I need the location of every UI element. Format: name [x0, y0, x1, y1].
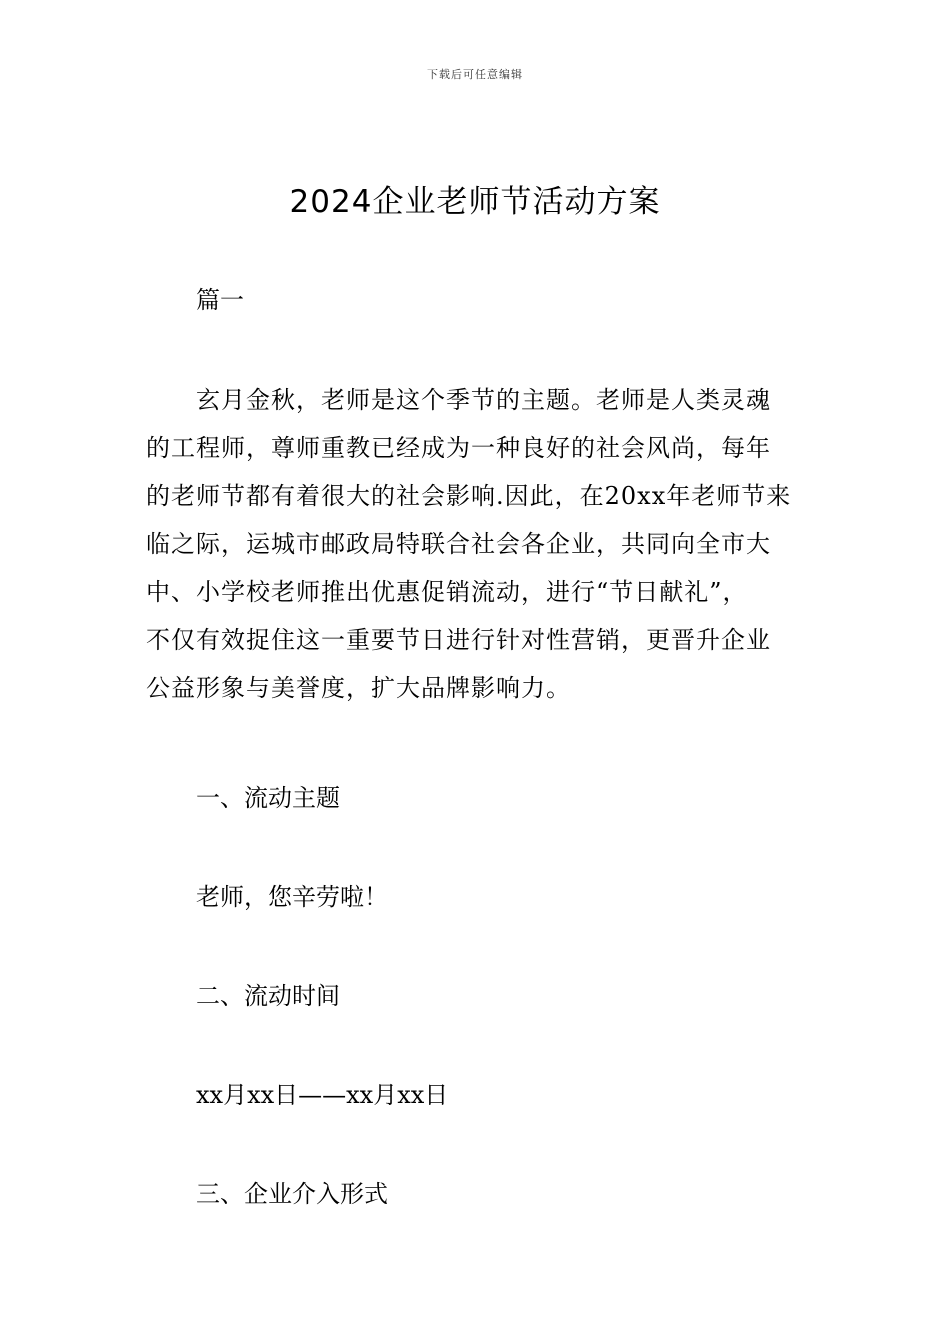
intro-line-2: 的工程师，尊师重教已经成为一种良好的社会风尚，每年 — [146, 434, 771, 462]
header-note: 下载后可任意编辑 — [427, 68, 523, 81]
intro-line-6: 不仅有效捉住这一重要节日进行针对性营销，更晋升企业 — [146, 626, 771, 654]
intro-line-4: 临之际，运城市邮政局特联合社会各企业，共同向全市大 — [146, 530, 771, 558]
section-content-time: xx月xx日——xx月xx日 — [196, 1081, 449, 1109]
section-heading-participation: 三、企业介入形式 — [196, 1180, 388, 1208]
document-title: 2024企业老师节活动方案 — [289, 184, 661, 220]
section-heading-theme: 一、流动主题 — [196, 784, 340, 812]
intro-line-3: 的老师节都有着很大的社会影响.因此，在20xx年老师节来 — [146, 482, 792, 510]
intro-line-7: 公益形象与美誉度，扩大品牌影响力。 — [146, 674, 571, 702]
part-label: 篇一 — [196, 286, 244, 314]
intro-paragraph — [146, 376, 810, 712]
section-content-theme: 老师，您辛劳啦！ — [196, 883, 388, 911]
section-heading-time: 二、流动时间 — [196, 982, 340, 1010]
intro-line-5: 中、小学校老师推出优惠促销流动，进行“节日献礼”， — [146, 578, 748, 606]
intro-line-1: 玄月金秋，老师是这个季节的主题。老师是人类灵魂 — [196, 386, 771, 414]
